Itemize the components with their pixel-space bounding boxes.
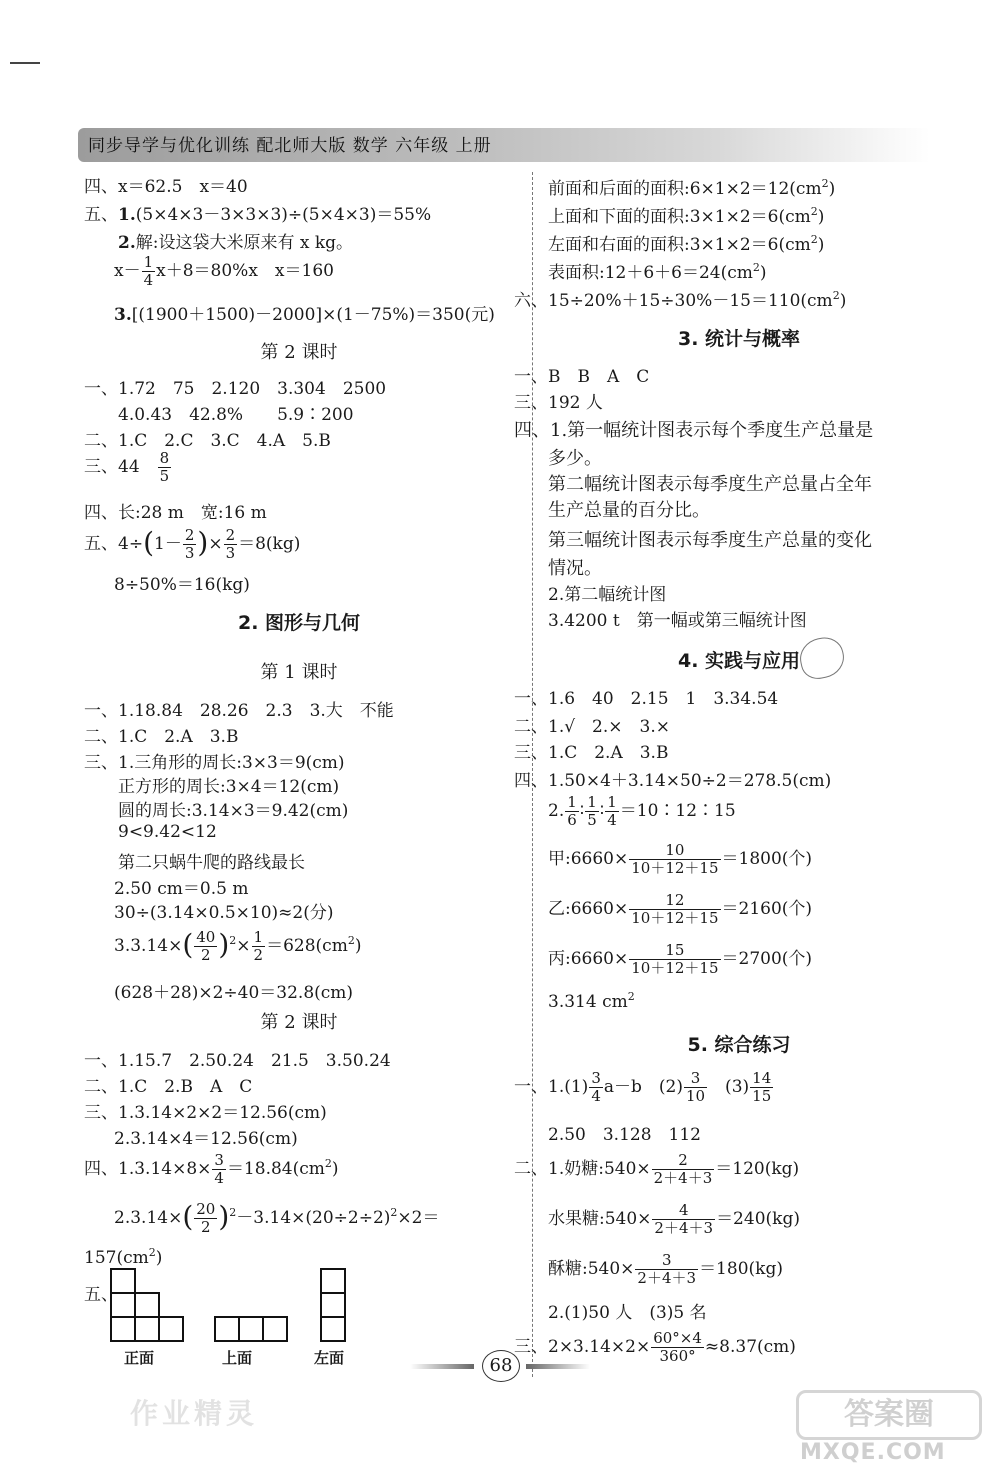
answer-text: x＋8＝80%x x＝160 — [156, 261, 334, 281]
answer-line: 第三幅统计图表示每季度生产总量的变化 — [548, 530, 872, 551]
answer-line — [548, 842, 812, 877]
answer-line: 4.0.43 42.8% 5.9∶200 — [118, 405, 354, 425]
numerator: 1 — [607, 793, 617, 811]
answer-text: 四、1.3.14×8× — [84, 1159, 212, 1179]
answer-text: ) — [828, 179, 836, 199]
answer-line — [514, 286, 846, 311]
answer-text: ＝240(kg) — [716, 1209, 800, 1229]
denominator: 2 — [253, 946, 264, 964]
numerator: 3 — [684, 1070, 707, 1088]
answer-text: ＝120(kg) — [715, 1159, 800, 1179]
denominator: 3 — [184, 544, 195, 562]
answer-line — [548, 892, 812, 927]
answer-line: 2.50 3.128 112 — [548, 1125, 701, 1145]
superscript: 2 — [229, 934, 237, 947]
answer-line: 四、1.第一幅统计图表示每个季度生产总量是 — [514, 420, 874, 441]
answer-line — [548, 1252, 783, 1287]
answer-line — [114, 254, 334, 289]
answer-line: 多少。 — [548, 448, 602, 469]
corner-mark — [10, 62, 40, 64]
view-cell — [214, 1316, 240, 1342]
answer-text: －3.14×(20÷2÷2) — [236, 1208, 391, 1228]
answer-line: 一、1.72 75 2.120 3.304 2500 — [84, 379, 387, 399]
answer-text: a－b (2) — [603, 1077, 683, 1097]
answer-text: 三、2×3.14×2× — [514, 1337, 651, 1357]
fraction — [158, 450, 172, 485]
answer-text: ≈8.37(cm) — [704, 1337, 796, 1357]
page-number-ornament — [410, 1350, 590, 1382]
denominator: 5 — [587, 811, 597, 829]
answer-line: 三、1.3.14×2×2＝12.56(cm) — [84, 1103, 327, 1123]
answer-text: 丙:6660× — [548, 949, 629, 969]
answer-line: 正方形的周长:3×4＝12(cm) — [118, 777, 340, 797]
answer-text: ∶ — [599, 801, 605, 821]
answer-text: ＝2160(个) — [721, 899, 813, 919]
answer-line — [114, 300, 495, 325]
denominator: 360° — [659, 1347, 696, 1365]
answer-line: 2.50 cm＝0.5 m — [114, 879, 249, 899]
answer-line: 四、长:28 m 宽:16 m — [84, 503, 267, 523]
answer-line — [114, 1200, 439, 1236]
view-cell — [158, 1316, 184, 1342]
fraction — [651, 1330, 704, 1365]
answer-text: x－ — [114, 261, 141, 281]
answer-line — [548, 202, 824, 227]
fraction — [750, 1070, 773, 1105]
denominator: 4 — [607, 811, 617, 829]
numerator: 2 — [225, 526, 236, 544]
answer-line: 二、1.C 2.C 3.C 4.A 5.B — [84, 431, 331, 451]
right-flourish — [526, 1364, 590, 1369]
denominator: 2＋4＋3 — [637, 1269, 697, 1287]
section-title: 3. 统计与概率 — [677, 328, 801, 350]
answer-line: 三、192 人 — [514, 393, 603, 413]
fraction — [629, 892, 720, 927]
denominator: 15 — [752, 1087, 772, 1105]
superscript: 2 — [821, 177, 829, 190]
denominator: 4 — [214, 1169, 224, 1187]
answer-line — [548, 990, 635, 1012]
numerator: 14 — [752, 1069, 772, 1087]
answer-line — [84, 200, 431, 225]
denominator: 2 — [201, 1218, 211, 1236]
answer-text: 3.3.14× — [114, 936, 183, 956]
item-number: 3. — [114, 305, 132, 325]
superscript: 2 — [832, 289, 840, 302]
answer-text: 前面和后面的面积:6×1×2＝12(cm — [548, 179, 822, 199]
answer-line: 第二幅统计图表示每季度生产总量占全年 — [548, 474, 872, 495]
denominator: 2 — [201, 946, 211, 964]
sticker-icon — [796, 634, 847, 682]
numerator: 3 — [635, 1252, 698, 1270]
fraction — [565, 794, 579, 829]
superscript: 2 — [752, 261, 760, 274]
numerator: 12 — [629, 892, 720, 910]
fraction — [252, 929, 266, 964]
denominator: 3 — [225, 544, 236, 562]
answer-line — [548, 174, 835, 199]
section-title: 2. 图形与几何 — [237, 612, 361, 634]
answer-text: 上面和下面的面积:3×1×2＝6(cm — [548, 207, 811, 227]
denominator: 10＋12＋15 — [631, 909, 719, 927]
superscript: 2 — [390, 1206, 398, 1219]
fraction — [629, 942, 720, 977]
answer-line: 三、1.三角形的周长:3×3＝9(cm) — [84, 753, 345, 773]
answer-line: (628＋28)×2÷40＝32.8(cm) — [114, 983, 354, 1003]
lesson-title: 第 2 课时 — [260, 342, 338, 363]
answer-line: 一、B B A C — [514, 367, 650, 387]
numerator: 1 — [253, 928, 264, 946]
item-number: 2. — [118, 233, 136, 253]
view-cell — [262, 1316, 288, 1342]
answer-line: 五、 — [84, 1285, 118, 1305]
answer-text: ) — [817, 207, 825, 227]
answer-text: 甲:6660× — [548, 849, 629, 869]
answer-line: 二、1.C 2.A 3.B — [84, 727, 239, 747]
lesson-title: 第 2 课时 — [260, 1012, 338, 1033]
answer-line: 一、1.15.7 2.50.24 21.5 3.50.24 — [84, 1051, 391, 1071]
fraction — [589, 1070, 603, 1105]
answer-line: 四、1.50×4＋3.14×50÷2＝278.5(cm) — [514, 771, 832, 791]
view-label-top: 上面 — [222, 1349, 253, 1367]
fraction — [684, 1070, 707, 1105]
answer-line: 2.第二幅统计图 — [548, 585, 667, 605]
numerator: 40 — [196, 928, 216, 946]
answer-text: ∶ — [579, 801, 585, 821]
answer-line — [548, 258, 767, 283]
answer-text: ×2＝ — [397, 1208, 440, 1228]
denominator: 10＋12＋15 — [631, 959, 719, 977]
numerator: 2 — [184, 526, 195, 544]
answer-line: 四、x＝62.5 x＝40 — [84, 177, 248, 197]
answer-text: 乙:6660× — [548, 899, 629, 919]
numerator: 3 — [214, 1151, 224, 1169]
fraction — [212, 1152, 226, 1187]
answer-line: 二、1.√ 2.× 3.× — [514, 717, 670, 737]
denominator: 10 — [685, 1087, 706, 1105]
numerator: 2 — [652, 1152, 715, 1170]
numerator: 15 — [629, 942, 720, 960]
answer-line: 第二只蜗牛爬的路线最长 — [118, 853, 305, 873]
numerator: 10 — [629, 842, 720, 860]
view-cell — [110, 1292, 136, 1318]
answer-text: 五、4÷ — [84, 534, 144, 554]
big-paren: ) — [197, 526, 209, 559]
numerator: 1 — [143, 253, 154, 271]
section-title: 5. 综合练习 — [687, 1034, 791, 1056]
numerator: 1 — [567, 793, 577, 811]
answer-text: ＝1800(个) — [721, 849, 813, 869]
view-cell — [320, 1268, 346, 1294]
numerator: 8 — [159, 449, 170, 467]
superscript: 2 — [347, 934, 355, 947]
answer-text: 六、15÷20%＋15÷30%－15＝110(cm — [514, 291, 833, 311]
answer-line: 2.3.14×4＝12.56(cm) — [114, 1129, 298, 1149]
answer-text: ) — [354, 936, 362, 956]
answer-line — [514, 1152, 799, 1187]
answer-text: 二、1.奶糖:540× — [514, 1159, 651, 1179]
view-cell — [110, 1316, 136, 1342]
numerator: 3 — [591, 1069, 601, 1087]
view-cell — [110, 1268, 136, 1294]
answer-text: 水果糖:540× — [548, 1209, 652, 1229]
watermark-text: 作业精灵 — [130, 1397, 259, 1430]
fraction — [605, 794, 619, 829]
big-paren: ( — [143, 526, 154, 559]
answer-text: (3) — [708, 1077, 750, 1097]
view-cell — [320, 1292, 346, 1318]
numerator: 1 — [587, 793, 597, 811]
answer-text: ＝628(cm — [266, 936, 348, 956]
answer-text: 157(cm — [84, 1248, 149, 1268]
answer-text: ＝180(kg) — [699, 1259, 783, 1279]
view-cell — [238, 1316, 264, 1342]
answer-text: 1－ — [154, 534, 182, 554]
numerator: 4 — [652, 1202, 715, 1220]
answer-line: 一、1.18.84 28.26 2.3 3.大 不能 — [84, 701, 394, 721]
answer-text: 解:设这袋大米原来有 x kg。 — [135, 233, 354, 253]
answer-text: ＝8(kg) — [238, 534, 301, 554]
answer-text: × — [236, 936, 251, 956]
fraction — [183, 527, 197, 562]
answer-text: 左面和右面的面积:3×1×2＝6(cm — [548, 235, 811, 255]
lesson-title: 第 1 课时 — [260, 662, 338, 683]
answer-line — [114, 928, 361, 964]
answer-line: 9<9.42<12 — [118, 822, 217, 842]
answer-line — [548, 1202, 800, 1237]
answer-text: ) — [817, 235, 825, 255]
watermark-url: MXQE.COM — [800, 1440, 946, 1465]
answer-text: 表面积:12＋6＋6＝24(cm — [548, 263, 753, 283]
view-cell — [134, 1292, 160, 1318]
answer-line — [84, 450, 172, 485]
answer-text: [(1900＋1500)－2000]×(1－75%)＝350(元) — [131, 305, 495, 325]
answer-line: 2.(1)50 人 (3)5 名 — [548, 1303, 707, 1323]
answer-line: 3.4200 t 第一幅或第三幅统计图 — [548, 611, 807, 631]
answer-text: (5×4×3－3×3×3)÷(5×4×3)＝55% — [135, 205, 432, 225]
fraction — [652, 1152, 715, 1187]
denominator: 10＋12＋15 — [631, 859, 719, 877]
denominator: 4 — [143, 271, 154, 289]
item-number: 1. — [118, 205, 136, 225]
answer-line — [548, 230, 824, 255]
big-paren: ) — [218, 1200, 230, 1233]
big-paren: ( — [182, 1200, 194, 1233]
fraction — [142, 254, 156, 289]
answer-line — [84, 1246, 162, 1268]
superscript: 2 — [627, 990, 635, 1003]
answer-line: 30÷(3.14×0.5×10)≈2(分) — [114, 903, 334, 923]
page-number: 68 — [482, 1350, 520, 1382]
superscript: 2 — [810, 233, 818, 246]
fraction — [652, 1202, 715, 1237]
fraction — [635, 1252, 698, 1287]
answer-line: 生产总量的百分比。 — [548, 500, 710, 521]
answer-text: 酥糖:540× — [548, 1259, 635, 1279]
answer-text: ＝18.84(cm — [226, 1159, 325, 1179]
answer-line — [118, 228, 353, 253]
answer-text: ＝2700(个) — [721, 949, 813, 969]
superscript: 2 — [810, 205, 818, 218]
watermark-logo: 答案圈 — [796, 1390, 982, 1440]
answer-text: ) — [759, 263, 767, 283]
view-label-front: 正面 — [124, 1349, 155, 1367]
book-header-title: 同步导学与优化训练 配北师大版 数学 六年级 上册 — [88, 136, 492, 156]
answer-line: 圆的周长:3.14×3＝9.42(cm) — [118, 801, 349, 821]
denominator: 5 — [159, 467, 170, 485]
fraction — [629, 842, 720, 877]
answer-text: ) — [839, 291, 847, 311]
answer-line — [514, 1070, 774, 1105]
superscript: 2 — [229, 1206, 237, 1219]
answer-line — [84, 526, 300, 562]
view-cell — [320, 1316, 346, 1342]
fraction — [585, 794, 599, 829]
answer-text: ) — [331, 1159, 339, 1179]
big-paren: ) — [218, 928, 230, 961]
section-title: 4. 实践与应用 — [677, 650, 801, 672]
answer-line: 三、1.C 2.A 3.B — [514, 743, 669, 763]
answer-line: 二、1.C 2.B A C — [84, 1077, 253, 1097]
answer-line: 8÷50%＝16(kg) — [114, 575, 250, 595]
answer-line — [84, 1152, 339, 1187]
denominator: 6 — [567, 811, 577, 829]
fraction — [194, 929, 217, 964]
answer-text: ) — [155, 1248, 163, 1268]
denominator: 2＋4＋3 — [654, 1219, 714, 1237]
answer-text: 三、44 — [84, 457, 140, 477]
left-flourish — [410, 1364, 474, 1369]
big-paren: ( — [182, 928, 194, 961]
answer-line — [548, 794, 736, 829]
answer-text: 2.3.14× — [114, 1208, 183, 1228]
answer-text: × — [208, 534, 223, 554]
superscript: 2 — [324, 1157, 332, 1170]
view-cell — [134, 1316, 160, 1342]
answer-text: 一、1.(1) — [514, 1077, 589, 1097]
superscript: 2 — [148, 1246, 156, 1259]
answer-text: 2. — [548, 801, 565, 821]
numerator: 20 — [196, 1200, 216, 1218]
item-label: 五、 — [84, 205, 118, 225]
denominator: 4 — [591, 1087, 601, 1105]
answer-text: ＝10∶12∶15 — [619, 801, 736, 821]
fraction — [224, 527, 238, 562]
fraction — [194, 1201, 217, 1236]
view-label-left: 左面 — [314, 1349, 345, 1367]
answer-line — [548, 942, 812, 977]
answer-line: 一、1.6 40 2.15 1 3.34.54 — [514, 689, 779, 709]
answer-line: 情况。 — [548, 558, 602, 579]
numerator: 60°×4 — [653, 1329, 702, 1347]
denominator: 2＋4＋3 — [653, 1169, 713, 1187]
answer-text: 3.314 cm — [548, 992, 628, 1012]
